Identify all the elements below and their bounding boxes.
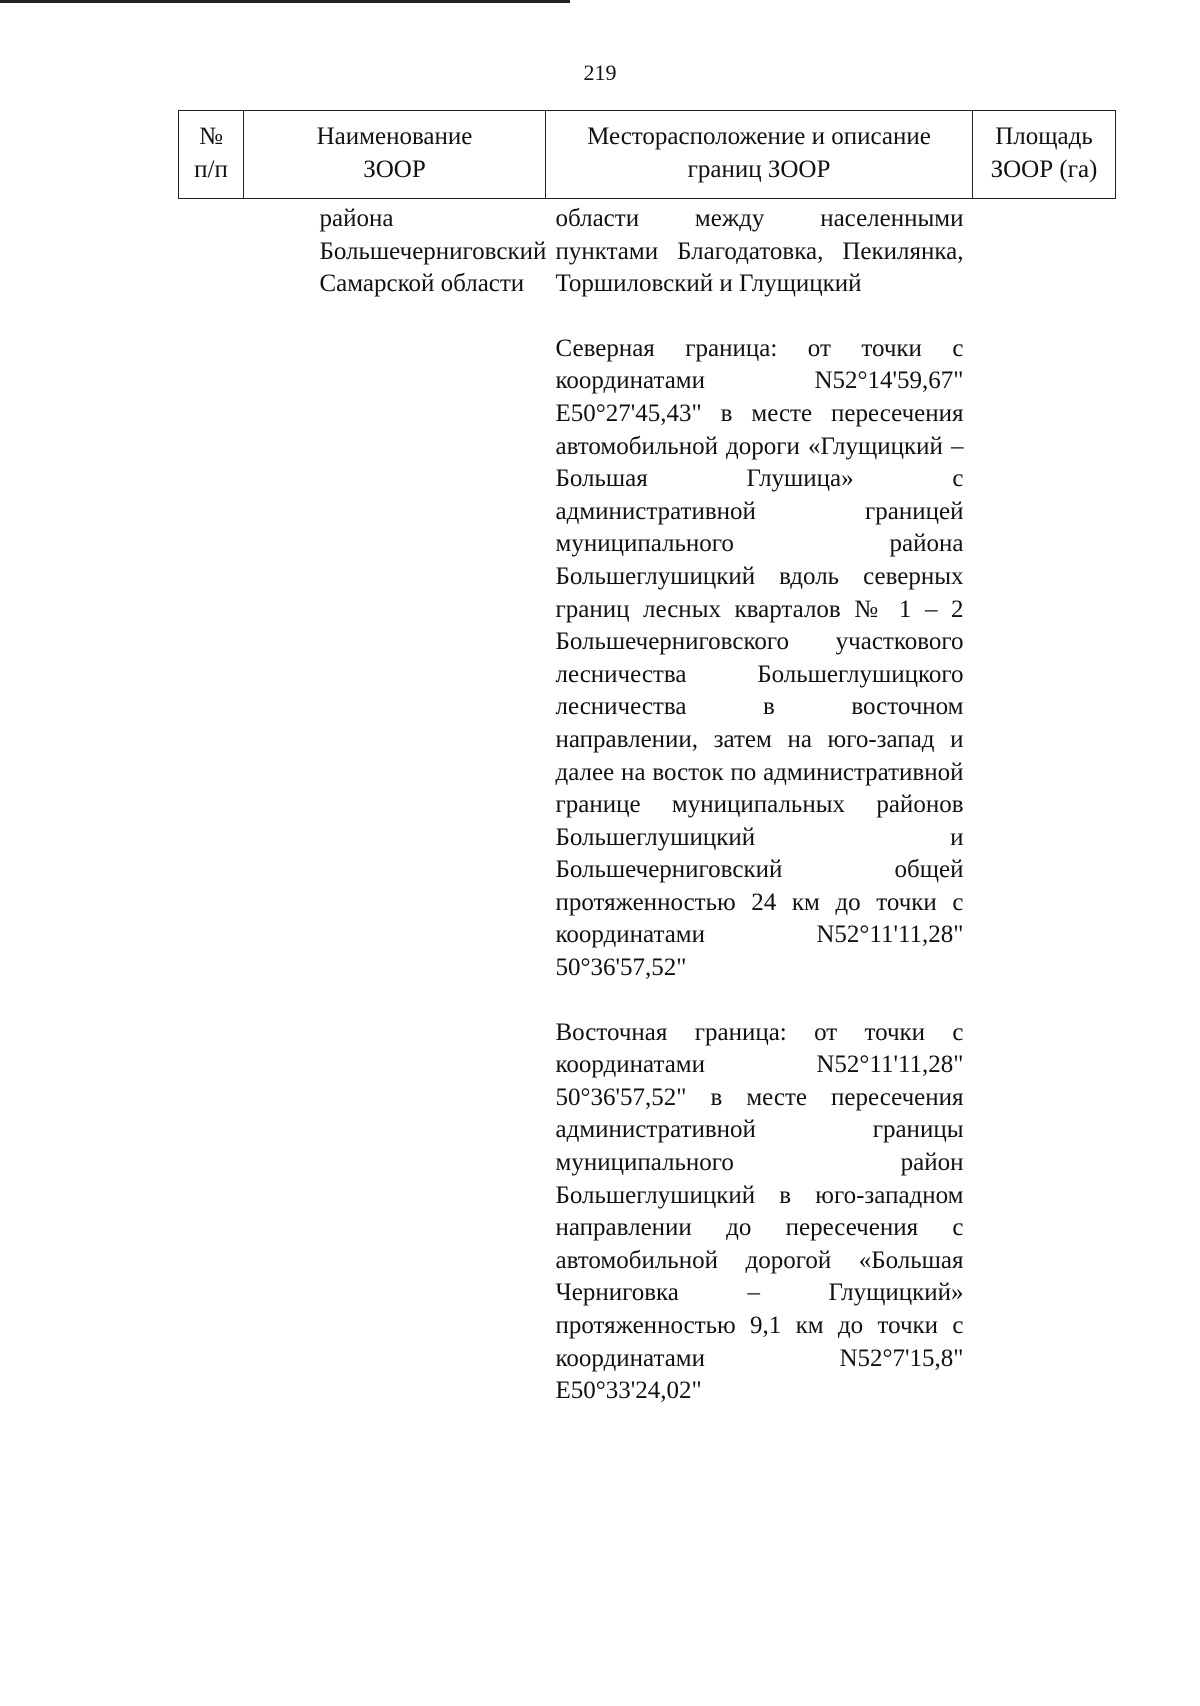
zoor-table	[178, 110, 1116, 1409]
name-line: Самарской области	[319, 270, 525, 298]
description-paragraph: области между населенными пунктами Благодатовка, Пекилянка, Торшиловский и Глущицкий	[555, 205, 964, 298]
cell-description	[546, 199, 973, 1409]
cell-name	[244, 199, 546, 1409]
description-paragraph: Северная граница: от точки с координатами N52°14'59,67" E50°27'45,43" в месте пересечения автомобильной дороги «Глущицкий – Большая Глушица» с административной границей муниципального района Большеглушицкий вдоль северных границ лесных кварталов № 1 – 2 Большечерниговского участкового лесничества Большеглушицкого лесничества в восточном направлении, затем на юго-запад и далее на восток по административной границе муниципальных районов Большеглушицкий и Большечерниговский общей протяженностью 24 км до точки с координатами N52°11'11,28" 50°36'57,52"	[555, 334, 964, 982]
description-paragraph: Восточная граница: от точки с координатами N52°11'11,28" 50°36'57,52" в месте пересечения административной границы муниципального район Большеглушицкий в юго-западном направлении до пересечения с автомобильной дорогой «Большая Черниговка – Глущицкий» протяженностью 9,1 км до точки с координатами N52°7'15,8" E50°33'24,02"	[555, 1018, 964, 1405]
top-edge-rule	[0, 0, 570, 3]
table-header-row	[179, 111, 1116, 199]
page-number: 219	[583, 60, 617, 85]
header-name: Наименование ЗООР	[244, 111, 546, 199]
header-location: Месторасположение и описание границ ЗООР	[546, 111, 973, 199]
header-number: № п/п	[179, 111, 244, 199]
cell-area	[973, 199, 1116, 1409]
name-line: района	[319, 205, 394, 232]
name-line: Большечерниговский	[319, 237, 547, 265]
table-row	[179, 199, 1116, 1409]
cell-number	[179, 199, 244, 1409]
header-area: Площадь ЗООР (га)	[973, 111, 1116, 199]
